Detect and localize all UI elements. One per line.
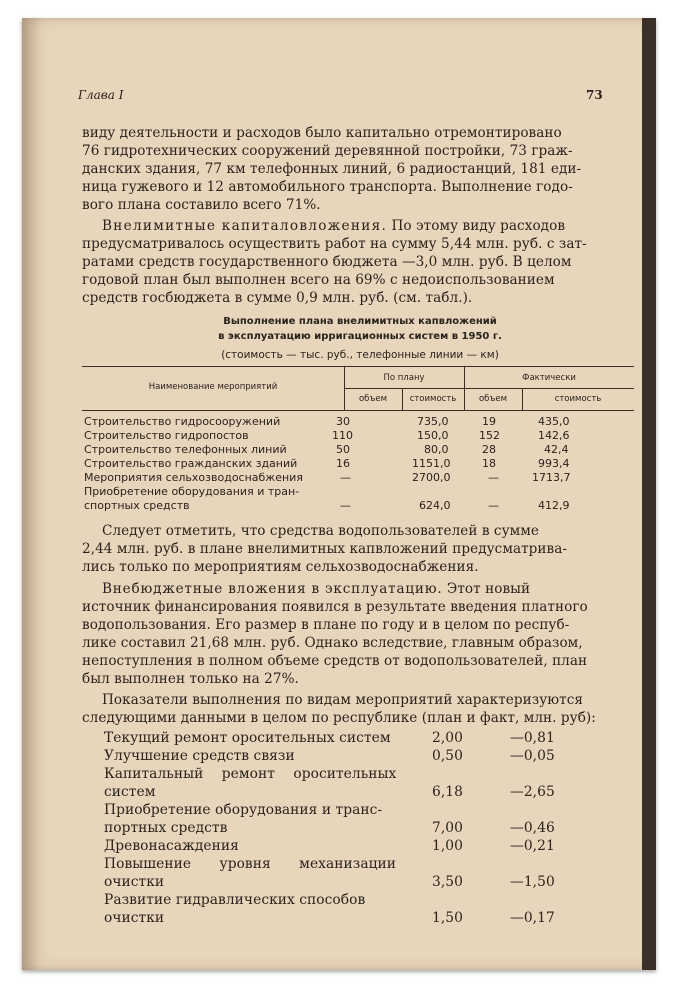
table-cell-name: Мероприятия сельхозводоснабжения [84, 471, 303, 484]
list-item-label: Развитие гидравлических способов [104, 892, 366, 908]
table-cell-name: Строительство гидропостов [84, 429, 249, 442]
list-item-label: очистки [104, 910, 165, 926]
list-item-fact: —1,50 [510, 874, 555, 890]
list-item-plan: 1,50 [432, 910, 463, 926]
text-line: следующими данными в целом по республике (план и факт, млн. руб): [82, 710, 596, 726]
table-subheader: объем [358, 394, 388, 404]
table-cell: 1713,7 [532, 471, 571, 484]
table-rule [82, 410, 634, 411]
list-item-label: Текущий ремонт оросительных систем [104, 730, 391, 746]
text-line: ница гужевого и 12 автомобильного транспорта. Выполнение годо- [82, 179, 573, 195]
table-cell: 1151,0 [412, 457, 451, 470]
table-rule [344, 388, 634, 389]
list-item-label: портных средств [104, 820, 228, 836]
text-line: Следует отметить, что средства водопользователей в сумме [102, 523, 539, 539]
table-rule [82, 366, 634, 367]
text-line: Показатели выполнения по видам мероприятий характеризуются [102, 692, 583, 708]
table-cell: 30 [336, 415, 350, 428]
table-cell: 993,4 [538, 457, 570, 470]
text-line: средств госбюджета в сумме 0,9 млн. руб. (см. табл.). [82, 290, 473, 306]
list-item-label: Капитальный ремонт оросительных [104, 766, 397, 782]
text-line: Внебюджетные вложения в эксплуатацию. Этот новый [102, 581, 531, 597]
table-subheader: стоимость [554, 394, 602, 404]
list-item-label: очистки [104, 874, 165, 890]
list-item-plan: 1,00 [432, 838, 463, 854]
list-item-plan: 6,18 [432, 784, 463, 800]
list-item-label: Приобретение оборудования и транс- [104, 802, 383, 818]
list-item-fact: —2,65 [510, 784, 555, 800]
list-item-label: Улучшение средств связи [104, 748, 295, 764]
table-header-fact: Фактически [522, 373, 576, 383]
table-title: в эксплуатацию ирригационных систем в 1950 г. [218, 331, 502, 342]
text-line: виду деятельности и расходов было капитально отремонтировано [82, 125, 562, 141]
list-item-fact: —0,21 [510, 838, 555, 854]
table-cell: — [488, 499, 499, 512]
text-line: Внелимитные капиталовложения. По этому виду расходов [102, 218, 566, 234]
table-cell-name: Строительство гидросооружений [84, 415, 281, 428]
table-cell: 28 [482, 443, 496, 456]
table-cell-name: спортных средств [84, 499, 190, 512]
table-cell: 150,0 [417, 429, 449, 442]
table-cell: 152 [479, 429, 500, 442]
text-line: был выполнен только на 27%. [82, 671, 299, 687]
page-number: 73 [586, 88, 603, 102]
table-cell: 2700,0 [412, 471, 451, 484]
text-line: данских здания, 77 км телефонных линий, 6 радиостанций, 181 еди- [82, 161, 582, 177]
text-line: непоступления в полном объеме средств от водопользователей, план [82, 653, 588, 669]
table-header-plan: По плану [383, 373, 425, 383]
text-line: годовой план был выполнен всего на 69% с недоиспользованием [82, 272, 555, 288]
table-cell: 16 [336, 457, 350, 470]
table-cell-name: Строительство гражданских зданий [84, 457, 298, 470]
table-cell: — [340, 471, 351, 484]
list-item-plan: 0,50 [432, 748, 463, 764]
text-line: лике составил 21,68 млн. руб. Однако вследствие, главным образом, [82, 635, 583, 651]
list-item-fact: —0,46 [510, 820, 555, 836]
text-line: ратами средств государственного бюджета —3,0 млн. руб. В целом [82, 254, 572, 270]
text-line: лись только по мероприятиям сельхозводоснабжения. [82, 559, 479, 575]
chapter-header: Глава I [78, 88, 124, 102]
list-item-fact: —0,17 [510, 910, 555, 926]
text-line: предусматривалось осуществить работ на сумму 5,44 млн. руб. с зат- [82, 236, 587, 252]
list-item-fact: —0,05 [510, 748, 555, 764]
table-subheader: стоимость [409, 394, 457, 404]
table-subheader: объем [478, 394, 508, 404]
text-line: вого плана составило всего 71%. [82, 197, 321, 213]
table-cell: — [488, 471, 499, 484]
list-item-label: Древонасаждения [104, 838, 239, 854]
table-cell: 142,6 [538, 429, 570, 442]
table-cell: 110 [332, 429, 353, 442]
table-cell: 42,4 [544, 443, 569, 456]
table-cell: 735,0 [417, 415, 449, 428]
list-item-fact: —0,81 [510, 730, 555, 746]
list-item-label: Повышение уровня механизации [104, 856, 397, 872]
text-line: 2,44 млн. руб. в плане внелимитных капвложений предусматрива- [82, 541, 568, 557]
list-item-plan: 7,00 [432, 820, 463, 836]
list-item-plan: 3,50 [432, 874, 463, 890]
table-cell: 50 [336, 443, 350, 456]
table-cell-name: Строительство телефонных линий [84, 443, 287, 456]
table-cell: 435,0 [538, 415, 570, 428]
table-subtitle: (стоимость — тыс. руб., телефонные линии — км) [221, 349, 499, 361]
list-item-label: систем [104, 784, 156, 800]
spaced-heading: Внебюджетные вложения в эксплуатацию. [102, 581, 443, 597]
table-cell: 18 [482, 457, 496, 470]
table-cell: 412,9 [538, 499, 570, 512]
table-cell: 624,0 [419, 499, 451, 512]
table-cell: — [340, 499, 351, 512]
table-cell: 19 [482, 415, 496, 428]
table-cell-name: Приобретение оборудования и тран- [84, 485, 300, 498]
text-line: 76 гидротехнических сооружений деревянной постройки, 73 граж- [82, 143, 573, 159]
text-line: водопользования. Его размер в плане по году и в целом по респуб- [82, 617, 570, 633]
table-header-name: Наименование мероприятий [148, 382, 278, 392]
spaced-heading: Внелимитные капиталовложения. [102, 218, 388, 234]
text-line: источник финансирования появился в результате введения платного [82, 599, 588, 615]
table-title: Выполнение плана внелимитных капвложений [223, 316, 497, 327]
book-page [22, 18, 656, 970]
list-item-plan: 2,00 [432, 730, 463, 746]
page-edge [642, 18, 656, 970]
table-cell: 80,0 [424, 443, 449, 456]
